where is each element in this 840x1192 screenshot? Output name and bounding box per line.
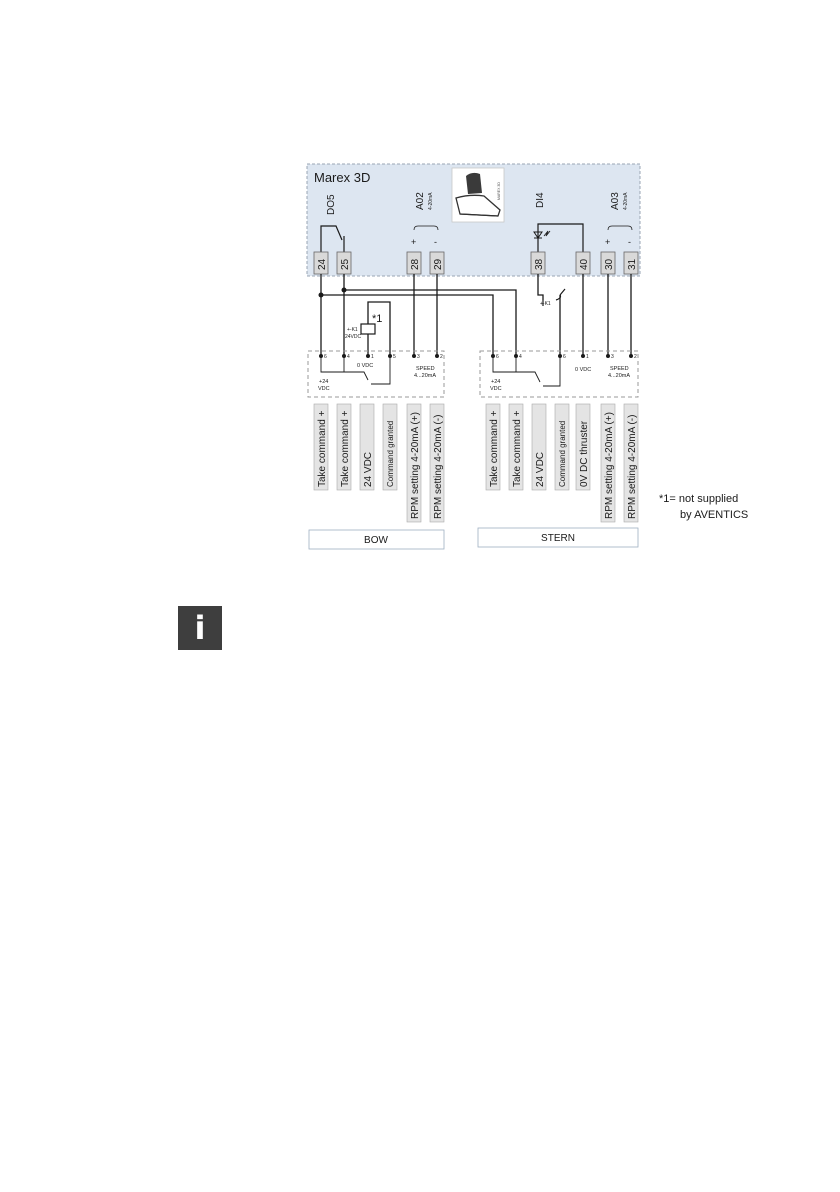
- a02-label: A02: [415, 192, 426, 210]
- terminal-label: 38: [534, 258, 545, 270]
- bow-supply-unit: VDC: [318, 386, 330, 392]
- k1-contact-label: +-K1: [540, 301, 551, 307]
- do5-label: DO5: [326, 194, 337, 215]
- stern-zero-vdc: 0 VDC: [575, 367, 592, 373]
- a02-minus: -: [434, 237, 437, 247]
- junction-dot: [342, 288, 347, 293]
- relay-voltage: 24VDC: [345, 334, 362, 340]
- a03-label: A03: [610, 192, 621, 210]
- stern-pin-label: 6: [496, 354, 499, 360]
- stern-signal-take-command: Take command +: [512, 410, 523, 487]
- terminal-label: 30: [604, 258, 615, 270]
- stern-pin-label: 6: [563, 354, 566, 360]
- junction-dot: [319, 293, 324, 298]
- di4-label: DI4: [535, 192, 546, 208]
- a03-minus: -: [628, 237, 631, 247]
- stern-signal-rpm-minus: RPM setting 4-20mA (-): [627, 414, 638, 519]
- bow-pin-label: 3: [417, 354, 420, 360]
- bow-signal-rpm-plus: RPM setting 4-20mA (+): [410, 412, 421, 519]
- bow-signal-take-command: Take command +: [340, 410, 351, 487]
- relay-label: +-K1: [347, 327, 358, 333]
- stern-speed: SPEED: [610, 366, 629, 372]
- stern-pin-label: 2: [634, 354, 637, 360]
- wiring: [321, 274, 631, 356]
- a03-plus: +: [605, 237, 611, 247]
- bow-speed-range: 4...20mA: [414, 373, 437, 379]
- stern-supply: +24: [491, 379, 501, 385]
- info-icon: i: [178, 606, 222, 650]
- bow-pin-label: 6: [324, 354, 327, 360]
- stern-signal-take-command: Take command +: [489, 410, 500, 487]
- terminal-label: 29: [433, 258, 444, 270]
- relay-k1: [345, 313, 382, 340]
- stern-signal-0v-thruster: 0V DC thruster: [579, 420, 590, 487]
- bow-supply: +24: [319, 379, 329, 385]
- stern-pin-label: 4: [519, 354, 522, 360]
- bow-zero-vdc: 0 VDC: [357, 363, 374, 369]
- stern-pin-label: 3: [611, 354, 614, 360]
- bow-signal-command-granted: Command granted: [386, 420, 395, 487]
- bow-caption: BOW: [364, 535, 388, 546]
- marex-3d-image: [452, 168, 504, 222]
- stern-pin-label: 1: [586, 354, 589, 360]
- stern-speed-range: 4...20mA: [608, 373, 631, 379]
- stern-caption: STERN: [541, 533, 575, 544]
- stern-signal-24vdc: 24 VDC: [535, 451, 546, 487]
- bow-pin-label: 2: [440, 354, 443, 360]
- terminal-label: 31: [627, 258, 638, 270]
- terminal-label: 40: [579, 258, 590, 270]
- a02-plus: +: [411, 237, 417, 247]
- footnote-line-1: *1= not supplied: [659, 493, 739, 505]
- bow-signal-labels: [314, 404, 444, 522]
- bow-signal-24vdc: 24 VDC: [363, 451, 374, 487]
- terminal-label: 24: [317, 258, 328, 270]
- bow-controller-block: [308, 351, 444, 397]
- k1-contact: [540, 289, 565, 307]
- bow-signal-take-command: Take command +: [317, 410, 328, 487]
- stern-controller-block: [480, 351, 638, 397]
- bow-signal-rpm-minus: RPM setting 4-20mA (-): [433, 414, 444, 519]
- stern-signal-labels: [486, 404, 638, 522]
- bow-pin-label: 4: [347, 354, 350, 360]
- relay-note-marker: *1: [372, 313, 383, 325]
- bow-pin-label: 5: [393, 354, 396, 360]
- device-image-label: MAREX 3D: [497, 182, 501, 200]
- bow-speed: SPEED: [416, 366, 435, 372]
- device-title: Marex 3D: [314, 170, 371, 185]
- bow-pin-label: 1: [371, 354, 374, 360]
- stern-supply-unit: VDC: [490, 386, 502, 392]
- stern-signal-command-granted: Command granted: [558, 420, 567, 487]
- footnote-line-2: by AVENTICS: [680, 509, 749, 521]
- terminal-label: 25: [340, 258, 351, 270]
- terminal-label: 28: [410, 258, 421, 270]
- stern-signal-rpm-plus: RPM setting 4-20mA (+): [604, 412, 615, 519]
- a02-range: 4-20mA: [428, 192, 434, 210]
- a03-range: 4-20mA: [623, 192, 629, 210]
